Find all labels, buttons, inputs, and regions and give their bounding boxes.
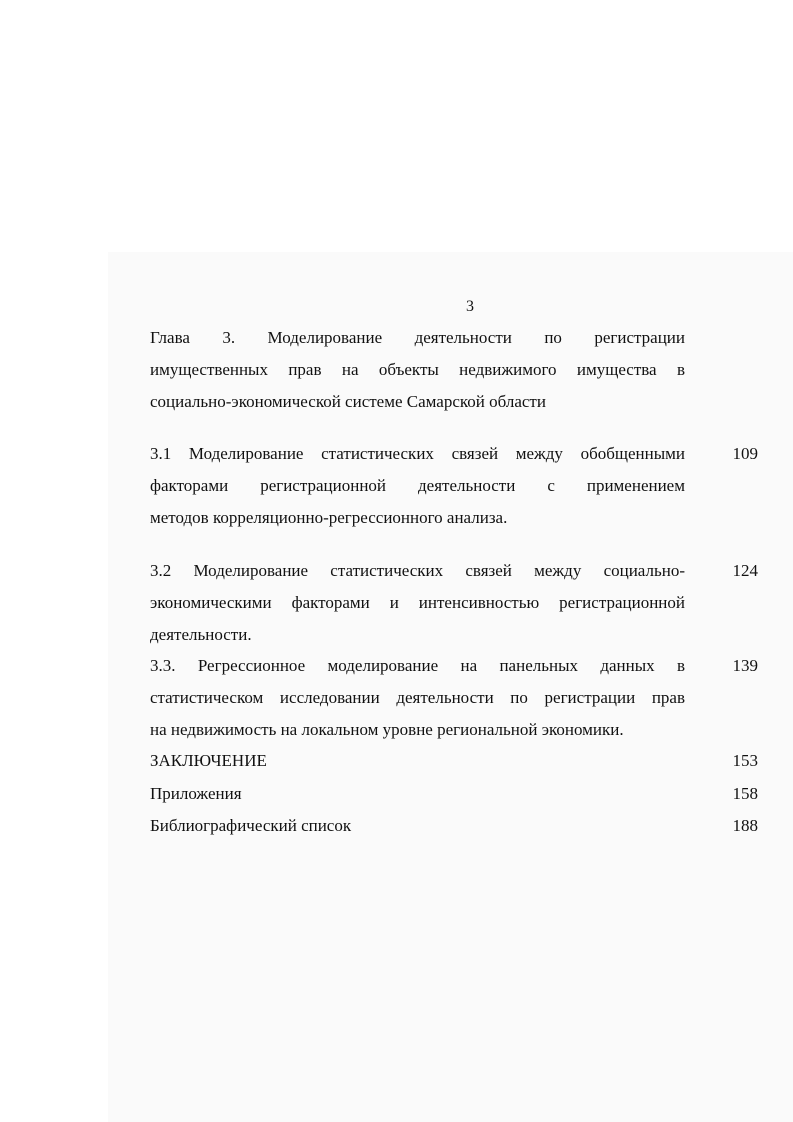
chapter-title-line-1: Глава 3. Моделирование деятельности по регистрации — [150, 328, 685, 347]
section-3-2-line-2: экономическими факторами и интенсивностью регистрационной — [150, 593, 685, 612]
section-3-2-line-1: 3.2 Моделирование статистических связей между социально- — [150, 561, 685, 580]
section-3-1-page: 109 — [732, 444, 758, 463]
section-3-3-page: 139 — [732, 656, 758, 675]
page-number: 3 — [466, 298, 474, 315]
section-3-2-line-3: деятельности. — [150, 625, 252, 644]
section-3-2-page: 124 — [732, 561, 758, 580]
conclusion-label: ЗАКЛЮЧЕНИЕ — [150, 751, 267, 770]
section-3-3-line-2: статистическом исследовании деятельности по регистрации прав — [150, 688, 685, 707]
appendices-page: 158 — [732, 784, 758, 803]
chapter-title-line-3: социально-экономической системе Самарской области — [150, 392, 546, 411]
section-3-3-line-3: на недвижимость на локальном уровне региональной экономики. — [150, 720, 624, 739]
section-3-1-line-2: факторами регистрационной деятельности с применением — [150, 476, 685, 495]
scan-background — [108, 252, 793, 1122]
section-3-1-line-1: 3.1 Моделирование статистических связей между обобщенными — [150, 444, 685, 463]
section-3-1-line-3: методов корреляционно-регрессионного анализа. — [150, 508, 508, 527]
conclusion-page: 153 — [732, 751, 758, 770]
appendices-label: Приложения — [150, 784, 242, 803]
bibliography-label: Библиографический список — [150, 816, 352, 835]
bibliography-page: 188 — [732, 816, 758, 835]
chapter-title-line-2: имущественных прав на объекты недвижимого имущества в — [150, 360, 685, 379]
section-3-3-line-1: 3.3. Регрессионное моделирование на панельных данных в — [150, 656, 685, 675]
